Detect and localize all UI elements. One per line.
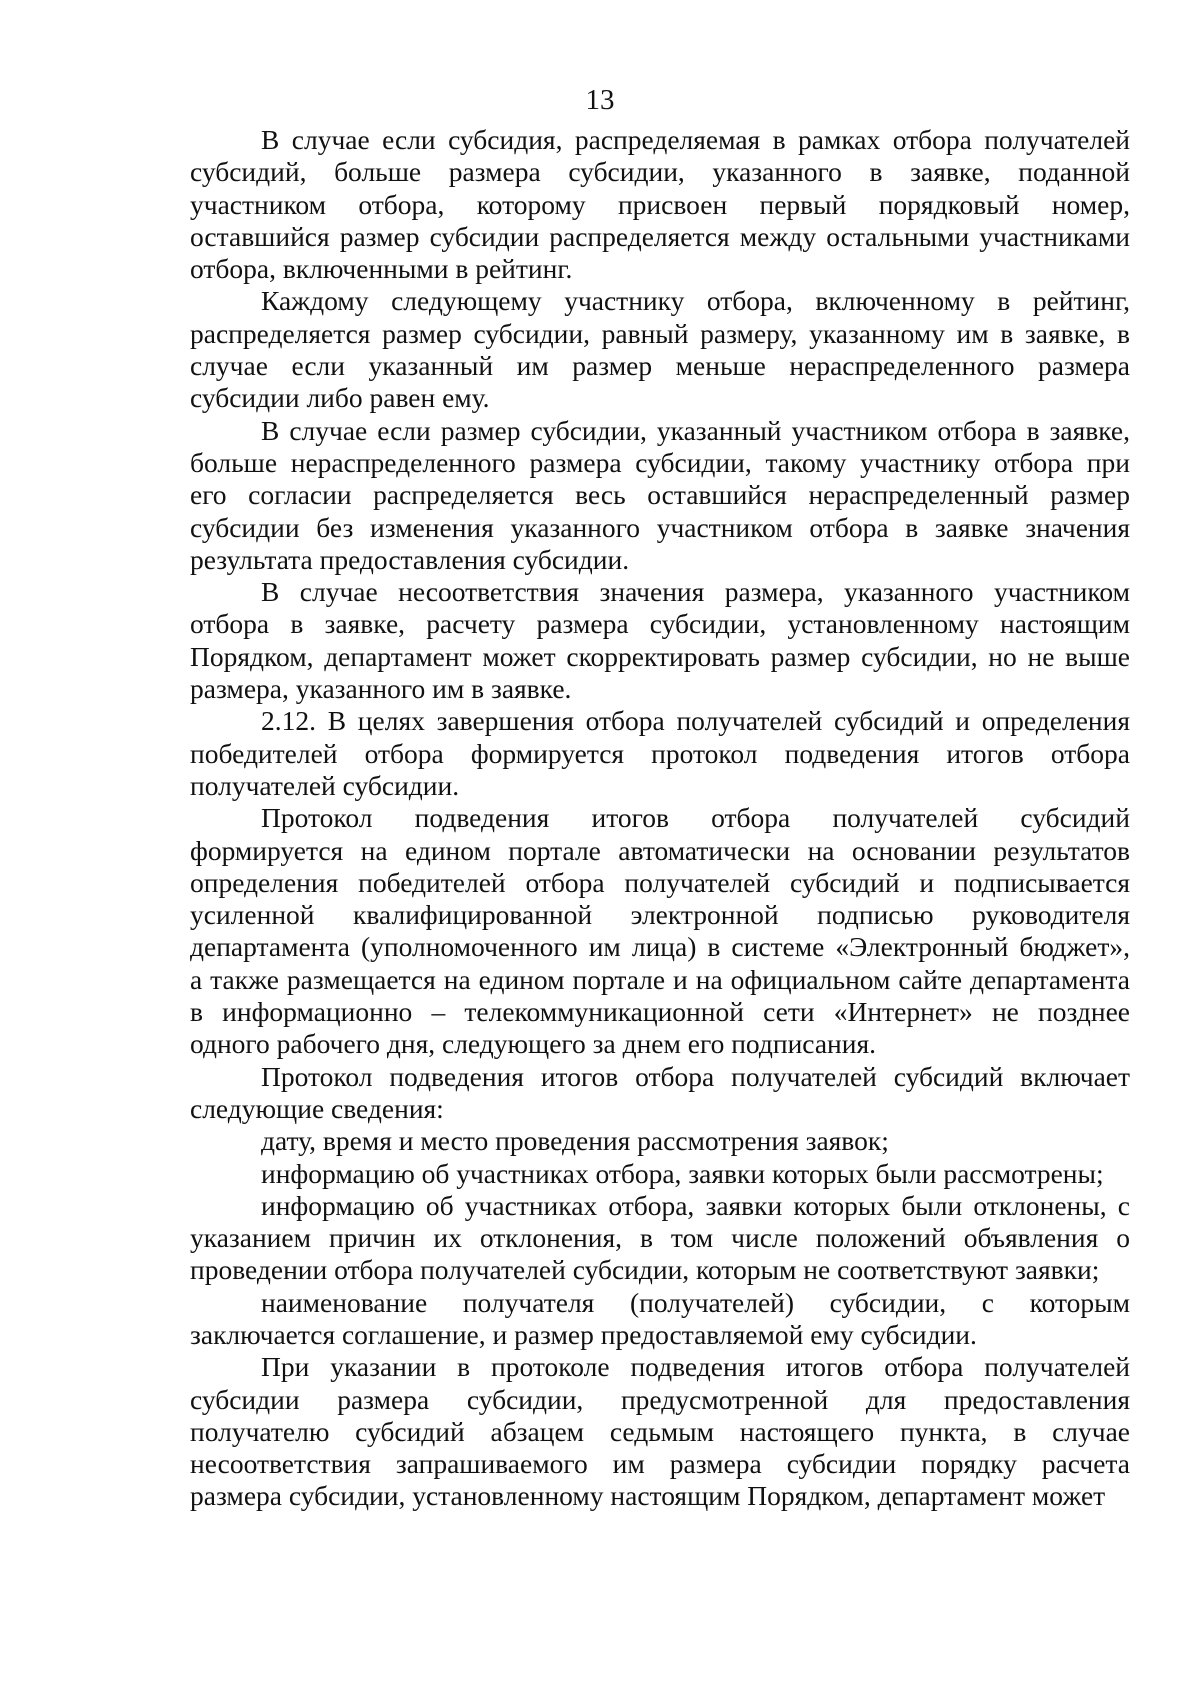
document-body — [190, 124, 1130, 1513]
text-line: размера субсидии, установленному настоящим Порядком, департамент может — [190, 1480, 1106, 1512]
text-line: формируется на едином портале автоматически на основании результатов — [190, 834, 1130, 866]
text-line: Порядком, департамент может скорректировать размер субсидии, но не выше — [190, 640, 1130, 672]
text-line: Протокол подведения итогов отбора получателей субсидий — [261, 802, 1130, 834]
text-line: При указании в протоколе подведения итогов отбора получателей — [261, 1351, 1130, 1383]
text-line: отбора, включенными в рейтинг. — [190, 253, 573, 285]
text-line: Протокол подведения итогов отбора получателей субсидий включает — [261, 1060, 1130, 1092]
paragraph — [190, 285, 1130, 414]
text-line: участником отбора, которому присвоен первый порядковый номер, — [190, 188, 1130, 220]
paragraph — [190, 1351, 1130, 1512]
paragraph — [190, 1061, 1130, 1126]
text-line: в информационно – телекоммуникационной сети «Интернет» не позднее — [190, 996, 1130, 1028]
paragraph — [190, 1190, 1130, 1287]
text-line: 2.12. В целях завершения отбора получателей субсидий и определения — [261, 705, 1130, 737]
text-line: субсидий, больше размера субсидии, указанного в заявке, поданной — [190, 156, 1130, 188]
text-line: В случае если размер субсидии, указанный участником отбора в заявке, — [261, 414, 1130, 446]
text-line: больше нераспределенного размера субсидии, такому участнику отбора при — [190, 446, 1130, 478]
text-line: несоответствия запрашиваемого им размера субсидии порядку расчета — [190, 1448, 1130, 1480]
text-line: В случае несоответствия значения размера, указанного участником — [261, 576, 1130, 608]
text-line: победителей отбора формируется протокол подведения итогов отбора — [190, 737, 1130, 769]
text-line: получателей субсидии. — [190, 769, 460, 801]
text-line: определения победителей отбора получателей субсидий и подписывается — [190, 866, 1130, 898]
text-line: департамента (уполномоченного им лица) в системе «Электронный бюджет», — [190, 931, 1130, 963]
text-line: одного рабочего дня, следующего за днем его подписания. — [190, 1028, 877, 1060]
paragraph — [190, 1158, 1130, 1190]
text-line: оставшийся размер субсидии распределяется между остальными участниками — [190, 220, 1130, 252]
text-line: распределяется размер субсидии, равный размеру, указанному им в заявке, в — [190, 317, 1130, 349]
text-line: размера, указанного им в заявке. — [190, 673, 572, 705]
paragraph — [190, 1287, 1130, 1352]
paragraph — [190, 415, 1130, 576]
text-line: информацию об участниках отбора, заявки которых были рассмотрены; — [261, 1157, 1104, 1189]
text-line: субсидии без изменения указанного участником отбора в заявке значения — [190, 511, 1130, 543]
paragraph — [190, 802, 1130, 1060]
text-line: его согласии распределяется весь оставшийся нераспределенный размер — [190, 479, 1130, 511]
text-line: следующие сведения: — [190, 1092, 444, 1124]
text-line: получателю субсидий абзацем седьмым настоящего пункта, в случае — [190, 1415, 1130, 1447]
text-line: отбора в заявке, расчету размера субсидии, установленному настоящим — [190, 608, 1130, 640]
text-line: информацию об участниках отбора, заявки которых были отклонены, с — [261, 1189, 1130, 1221]
paragraph — [190, 705, 1130, 802]
text-line: усиленной квалифицированной электронной подписью руководителя — [190, 899, 1130, 931]
text-line: субсидии размера субсидии, предусмотренной для предоставления — [190, 1383, 1130, 1415]
text-line: проведении отбора получателей субсидии, которым не соответствуют заявки; — [190, 1254, 1100, 1286]
paragraph — [190, 1125, 1130, 1157]
text-line: наименование получателя (получателей) субсидии, с которым — [261, 1286, 1130, 1318]
text-line: результата предоставления субсидии. — [190, 543, 630, 575]
text-line: случае если указанный им размер меньше нераспределенного размера — [190, 350, 1130, 382]
paragraph — [190, 576, 1130, 705]
paragraph — [190, 124, 1130, 285]
text-line: субсидии либо равен ему. — [190, 382, 490, 414]
text-line: а также размещается на едином портале и на официальном сайте департамента — [190, 963, 1130, 995]
text-line: В случае если субсидия, распределяемая в рамках отбора получателей — [261, 124, 1130, 155]
text-line: указанием причин их отклонения, в том числе положений объявления о — [190, 1222, 1130, 1254]
text-line: дату, время и место проведения рассмотрения заявок; — [261, 1125, 889, 1157]
page-number: 13 — [585, 84, 615, 116]
text-line: заключается соглашение, и размер предоставляемой ему субсидии. — [190, 1318, 977, 1350]
text-line: Каждому следующему участнику отбора, включенному в рейтинг, — [261, 285, 1130, 317]
